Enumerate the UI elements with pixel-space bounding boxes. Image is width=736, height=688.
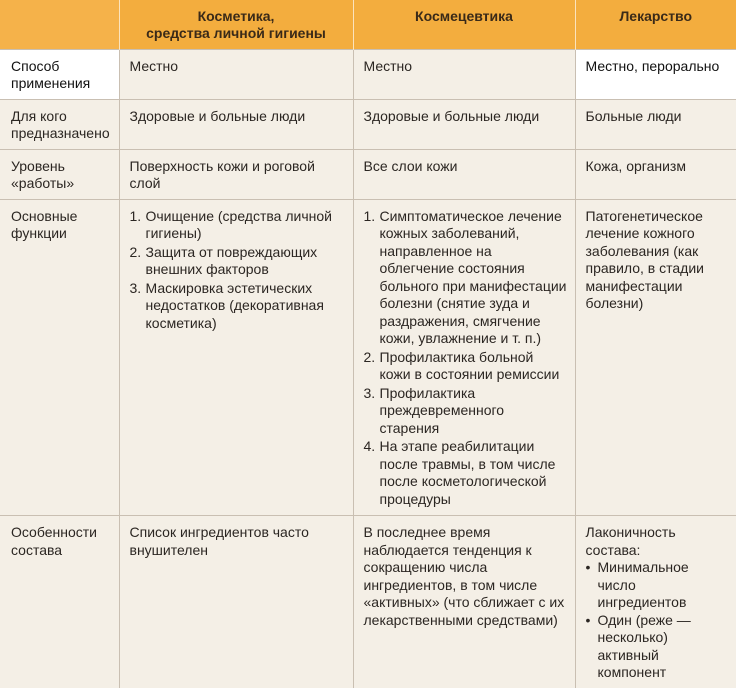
- header-empty: [0, 0, 119, 49]
- cosmeceutics-functions-list: [364, 208, 567, 509]
- cell-cosmetics: Здоровые и больные люди: [119, 99, 353, 149]
- row-label: Для кого предназначено: [0, 99, 119, 149]
- cell-medicine: Кожа, организм: [575, 149, 736, 199]
- table-row: [0, 99, 736, 149]
- list-item: 1. Симптоматическое лечение кожных заболеваний, направленное на облегчение состояния больного при манифестации болезни (снятие зуда и раздражения, смягчение кожи, увлажнение и т. п.): [363, 207, 567, 346]
- list-item: • Минимальное число ингредиентов: [585, 559, 689, 610]
- cell-cosmeceutics: Здоровые и больные люди: [353, 99, 575, 149]
- table-row: [0, 199, 736, 516]
- cell-cosmetics: [119, 199, 353, 516]
- row-label: Особенности состава: [0, 516, 119, 688]
- cell-medicine: Местно, перорально: [575, 49, 736, 99]
- header-row: [0, 0, 736, 49]
- list-item: 2. Защита от повреждающих внешних факторов: [129, 243, 318, 277]
- header-cosmetics: Косметика, средства личной гигиены: [119, 0, 353, 49]
- cell-medicine: [575, 516, 736, 688]
- cell-cosmetics: Местно: [119, 49, 353, 99]
- table-row: [0, 516, 736, 688]
- table-row: [0, 149, 736, 199]
- cosmetics-functions-list: [130, 208, 345, 333]
- medicine-composition-intro: Лаконичность состава:: [585, 524, 676, 558]
- medicine-composition-list: [586, 559, 729, 682]
- cell-cosmetics: Поверхность кожи и роговой слой: [119, 149, 353, 199]
- row-label: Способ применения: [0, 49, 119, 99]
- cell-medicine: Патогенетическое лечение кожного заболевания (как правило, в стадии манифестации болезни): [575, 199, 736, 516]
- list-item: 3. Профилактика преждевременного старения: [363, 384, 505, 436]
- cell-cosmeceutics: Местно: [353, 49, 575, 99]
- list-item: 2. Профилактика больной кожи в состоянии ремиссии: [363, 348, 560, 382]
- cell-cosmetics: Список ингредиентов часто внушителен: [119, 516, 353, 688]
- cell-medicine: Больные люди: [575, 99, 736, 149]
- table-row: [0, 49, 736, 99]
- list-item: 1. Очищение (средства личной гигиены): [129, 207, 332, 241]
- row-label: Основные функции: [0, 199, 119, 516]
- cell-cosmeceutics: Все слои кожи: [353, 149, 575, 199]
- list-item: • Один (реже — несколько) активный компонент: [585, 611, 691, 680]
- cell-cosmeceutics: [353, 199, 575, 516]
- header-medicine: Лекарство: [575, 0, 736, 49]
- cell-cosmeceutics: В последнее время наблюдается тенденция к сокращению числа ингредиентов, в том числе «активных» (что сближает с их лекарственными средствами): [353, 516, 575, 688]
- header-cosmeceutics: Космецевтика: [353, 0, 575, 49]
- row-label: Уровень «работы»: [0, 149, 119, 199]
- list-item: 4. На этапе реабилитации после травмы, в том числе после косметологической процедуры: [363, 438, 556, 507]
- list-item: 3. Маскировка эстетических недостатков (декоративная косметика): [129, 279, 324, 331]
